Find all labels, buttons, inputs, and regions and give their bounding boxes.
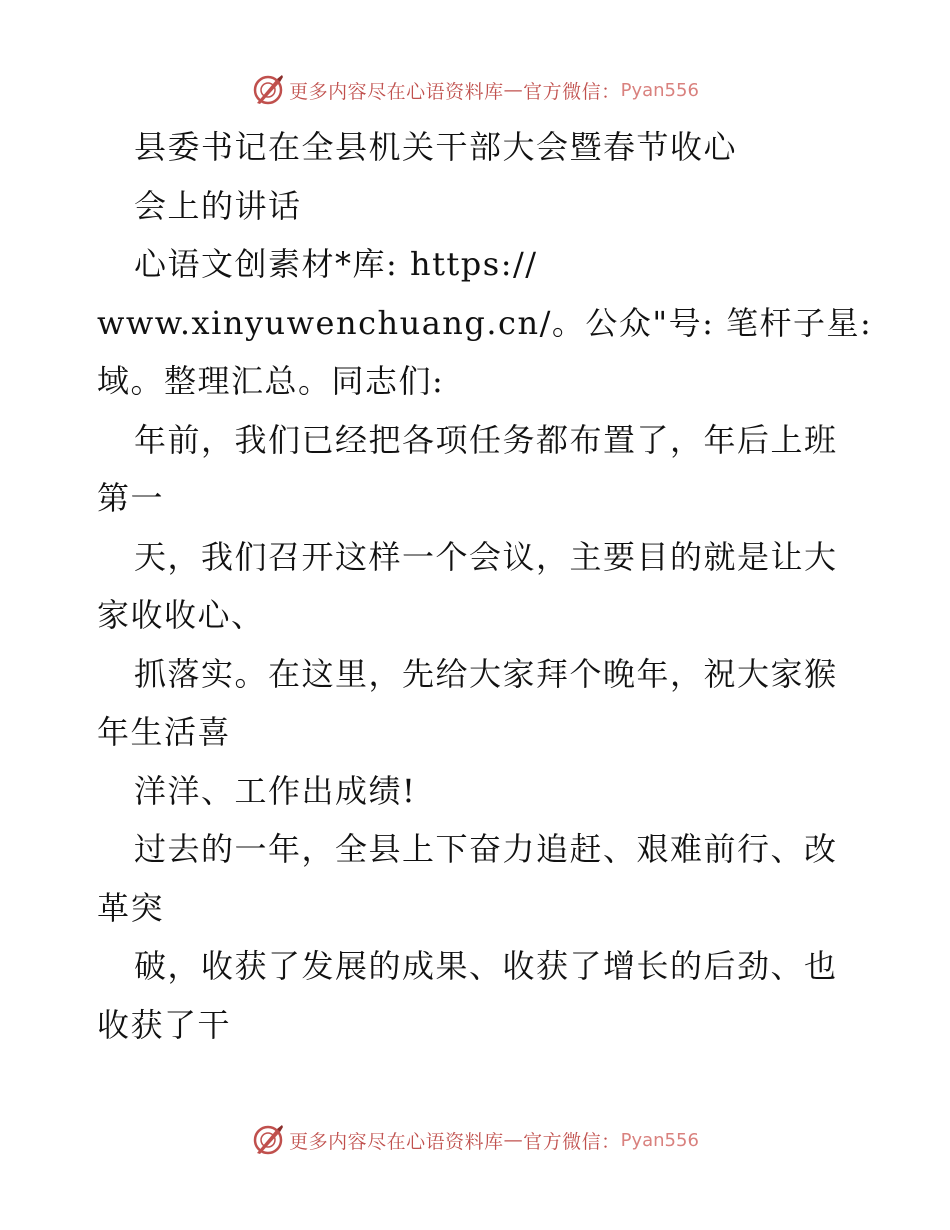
doc-line: 天，我们召开这样一个会议，主要目的就是让大 xyxy=(134,537,838,576)
footer-wechat-label: 官方微信： xyxy=(523,1130,621,1153)
doc-line: www.xinyuwenchuang.cn/。公众"号: 笔杆子星: xyxy=(97,303,873,342)
header-brand-text: 更多内容尽在心语资料库 xyxy=(289,80,504,103)
footer-brand-text: 更多内容尽在心语资料库 xyxy=(289,1130,504,1153)
doc-line: 抓落实。在这里，先给大家拜个晚年，祝大家猴 xyxy=(134,654,838,693)
footer-wechat-id: Pyan556 xyxy=(620,1129,699,1151)
doc-line: 第一 xyxy=(97,479,165,517)
footer-banner xyxy=(0,1120,950,1160)
header-wechat-label: 官方微信： xyxy=(523,80,621,103)
footer-dash: — xyxy=(503,1129,524,1151)
doc-line: 收获了干 xyxy=(97,1005,232,1044)
header-wechat-id: Pyan556 xyxy=(620,79,699,101)
doc-line: 洋洋、工作出成绩! xyxy=(134,771,417,810)
doc-line: 革突 xyxy=(97,888,165,927)
doc-line: 过去的一年，全县上下奋力追赶、艰难前行、改 xyxy=(134,830,838,868)
doc-line: 县委书记在全县机关干部大会暨春节收心 xyxy=(134,128,738,166)
doc-line: 家收收心、 xyxy=(97,596,265,634)
header-dash: — xyxy=(503,79,524,101)
doc-line: 年前，我们已经把各项任务都布置了，年后上班 xyxy=(134,420,838,459)
quill-logo-icon xyxy=(251,73,285,107)
document-body xyxy=(97,118,873,1054)
doc-line: 心语文创素材*库: https:// xyxy=(134,245,538,283)
doc-line: 域。整理汇总。同志们: xyxy=(97,362,445,400)
quill-logo-icon xyxy=(251,1123,285,1157)
doc-line: 破，收获了发展的成果、收获了增长的后劲、也 xyxy=(134,947,838,985)
doc-line: 年生活喜 xyxy=(97,713,232,751)
doc-line: 会上的讲话 xyxy=(134,186,302,225)
header-banner xyxy=(0,70,950,110)
